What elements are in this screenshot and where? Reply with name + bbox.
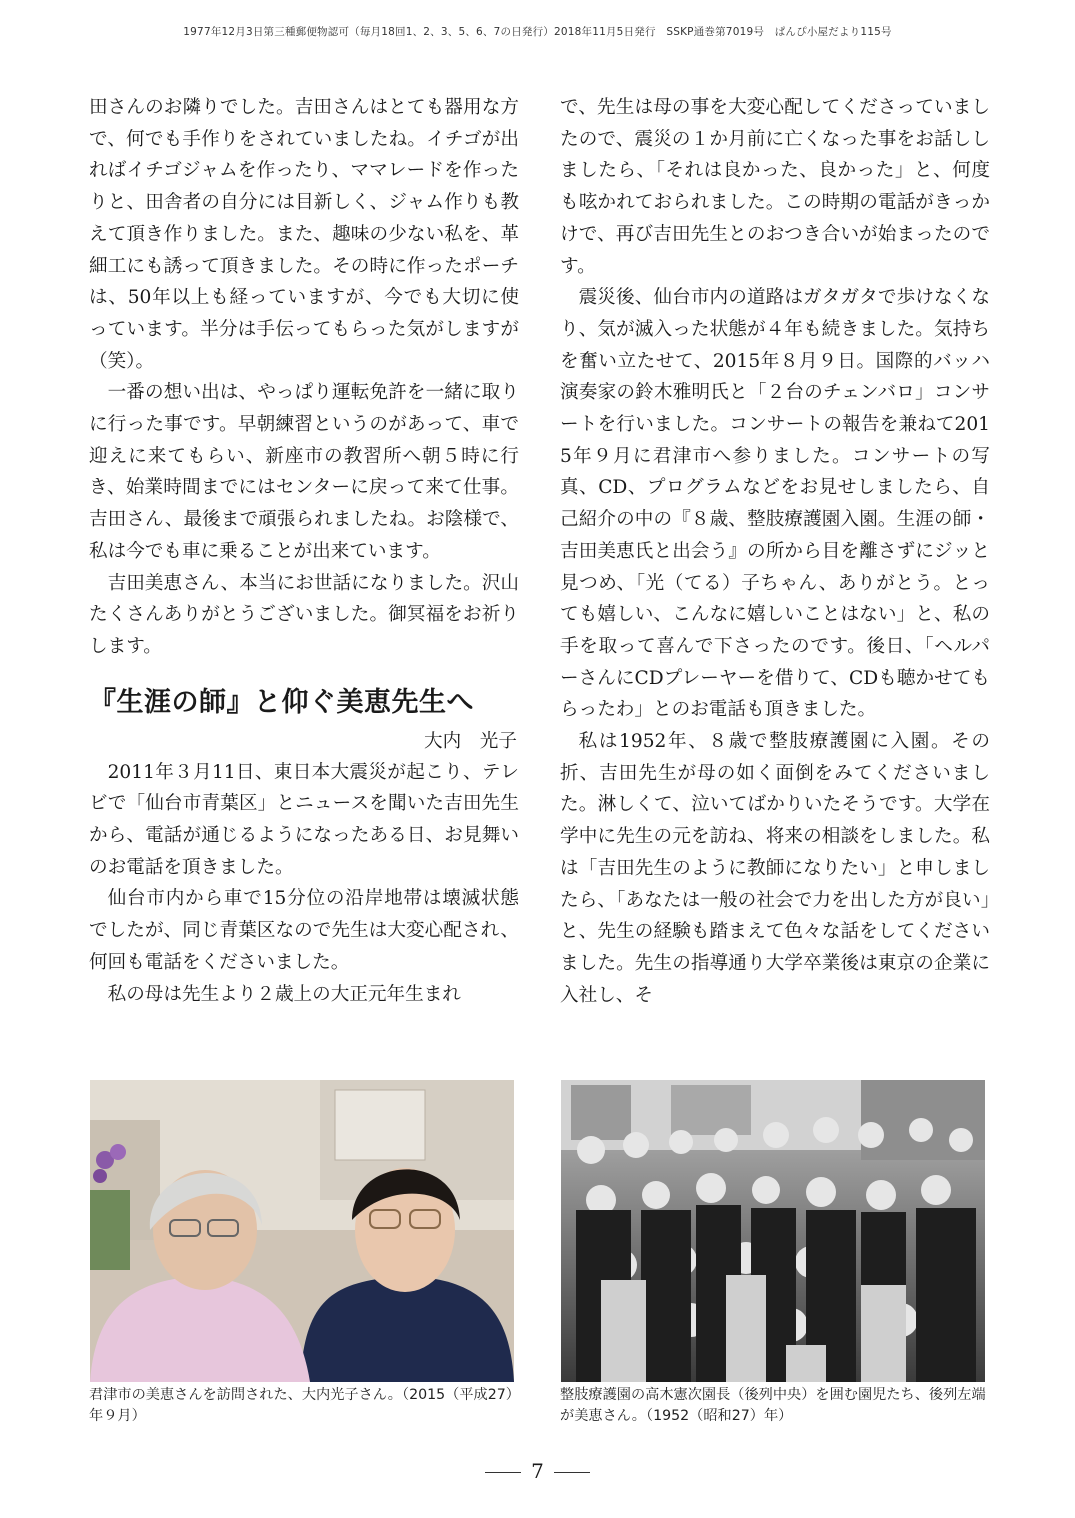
group-photo	[561, 1080, 985, 1382]
footer-rule	[554, 1472, 590, 1473]
paragraph: で、先生は母の事を大変心配してくださっていましたので、震災の１か月前に亡くなった事をお話ししましたら、「それは良かった、良かった」と、何度も呟かれておられました。この時期の電話がきっかけで、再び吉田先生とのおつき合いが始まったのです。	[560, 97, 990, 277]
paragraph: 震災後、仙台市内の道路はガタガタで歩けなくなり、気が滅入った状態が４年も続きました。気持ちを奮い立たせて、2015年８月９日。国際的バッハ演奏家の鈴木雅明氏と「２台のチェンバロ」コンサートを行いました。コンサートの報告を兼ねて2015年９月に君津市へ参りました。コンサートの写真、CD、プログラムなどをお見せしましたら、自己紹介の中の『８歳、整肢療護園入園。生涯の師・吉田美恵氏と出会う』の所から目を離さずにジッと見つめ、「光（てる）子ちゃん、ありがとう。とっても嬉しい、こんなに嬉しいことはない」と、私の手を取って喜んで下さったのです。後日、「ヘルパーさんにCDプレーヤーを借りて、CDも聴かせてもらったわ」とのお電話も頂きました。	[560, 287, 990, 721]
article-heading: 『生涯の師』と仰ぐ美恵先生へ	[89, 686, 474, 718]
page-number: 7	[531, 1459, 544, 1483]
paragraph: 吉田美恵さん、本当にお世話になりました。沢山たくさんありがとうございました。御冥福をお祈りします。	[89, 572, 519, 657]
footer-rule	[485, 1472, 521, 1473]
page-footer	[0, 1461, 1075, 1481]
right-column	[560, 92, 990, 1011]
paragraph: 田さんのお隣りでした。吉田さんはとても器用な方で、何でも手作りをされていましたね。イチゴが出ればイチゴジャムを作ったり、ママレードを作ったりと、田舎者の自分には目新しく、ジャム作りも教えて頂き作りました。また、趣味の少ない私を、革細工にも誘って頂きました。その時に作ったポーチは、50年以上も経っていますが、今でも大切に使っています。半分は手伝ってもらった気がしますが（笑）。	[89, 97, 519, 372]
paragraph: 2011年３月11日、東日本大震災が起こり、テレビで「仙台市青葉区」とニュースを聞いた吉田先生から、電話が通じるようになったある日、お見舞いのお電話を頂きました。	[89, 761, 519, 878]
photo-caption: 整肢療護園の高木憲次園長（後列中央）を囲む園児たち、後列左端が美恵さん。（1952（昭和27）年）	[560, 1387, 986, 1424]
paragraph: 私は1952年、８歳で整肢療護園に入園。その折、吉田先生が母の如く面倒をみてくださいました。淋しくて、泣いてばかりいたそうです。大学在学中に先生の元を訪ね、将来の相談をしました。私は「吉田先生のように教師になりたい」と申しましたら、「あなたは一般の社会で力を出した方が良い」と、先生の経験も踏まえて色々な話をしてくださいました。先生の指導通り大学卒業後は東京の企業に入社し、そ	[560, 731, 990, 1006]
author-name: 大内 光子	[424, 730, 517, 752]
left-column	[89, 92, 519, 1010]
paragraph: 私の母は先生より２歳上の大正元年生まれ	[107, 983, 461, 1005]
photo-caption: 君津市の美恵さんを訪問された、大内光子さん。（2015（平成27）年９月）	[89, 1387, 520, 1424]
paragraph: 一番の想い出は、やっぱり運転免許を一緒に取りに行った事です。早朝練習というのがあって、車で迎えに来てもらい、新座市の教習所へ朝５時に行き、始業時間までにはセンターに戻って来て仕事。吉田さん、最後まで頑張られましたね。お陰様で、私は今でも車に乗ることが出来ています。	[89, 382, 519, 562]
paragraph: 仙台市内から車で15分位の沿岸地帯は壊滅状態でしたが、同じ青葉区なので先生は大変心配され、何回も電話をくださいました。	[89, 888, 519, 973]
page-header: 1977年12月3日第三種郵便物認可（毎月18回1、2、3、5、6、7の日発行）2018年11月5日発行 SSKP通巻第7019号 ぱんぴ小屋だより115号	[183, 26, 892, 38]
visit-photo	[90, 1080, 514, 1382]
